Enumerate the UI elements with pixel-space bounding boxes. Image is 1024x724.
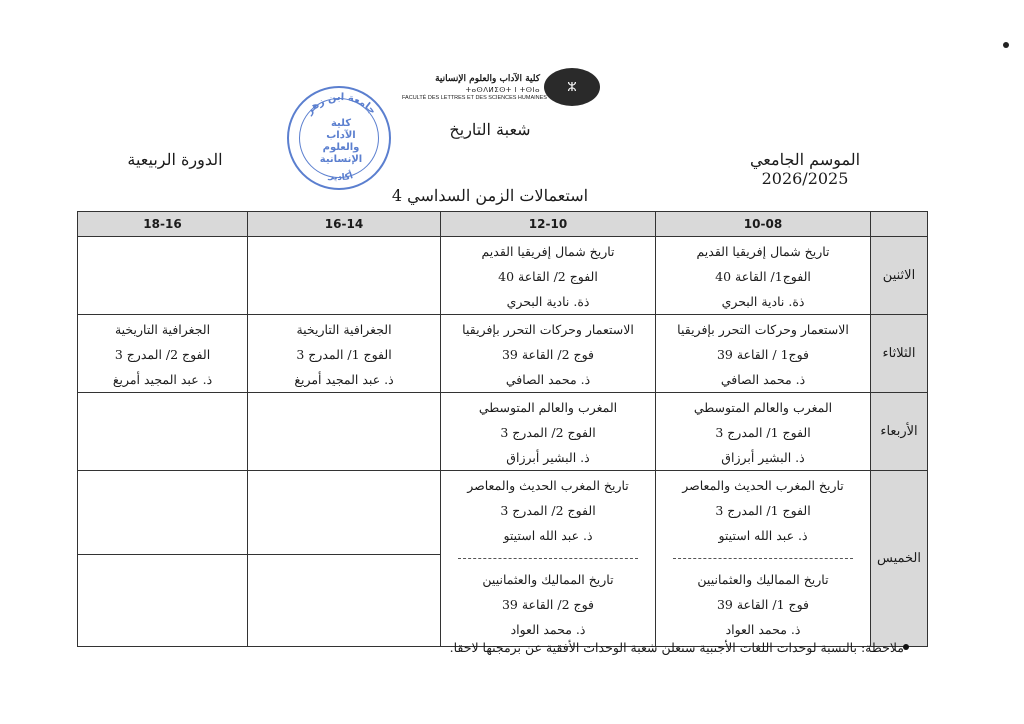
course-title: تاريخ المغرب الحديث والمعاصر xyxy=(682,478,844,493)
session-label: الدورة الربيعية xyxy=(127,150,223,169)
course-prof: ذ. البشير أبرزاق xyxy=(506,450,590,465)
course-prof: ذ. عبد المجيد أمريغ xyxy=(112,372,213,387)
schedule-title: استعمالات الزمن السداسي 4 xyxy=(391,186,589,205)
academic-year: الموسم الجامعي 2026/2025 xyxy=(749,150,861,188)
university-logo: ⵣ xyxy=(544,68,600,106)
course-cell xyxy=(441,471,656,647)
svg-text:أكادير: أكادير xyxy=(327,171,355,184)
day-cell-tuesday: الثلاثاء xyxy=(871,315,928,393)
course-cell xyxy=(441,237,656,315)
empty-cell xyxy=(78,393,248,471)
stamp-line-2: الآداب xyxy=(326,130,356,141)
course-cell xyxy=(656,237,871,315)
course-cell xyxy=(656,471,871,647)
course-cell xyxy=(656,315,871,393)
empty-cell xyxy=(248,471,441,555)
empty-cell xyxy=(248,237,441,315)
course-prof: ذ. محمد العواد xyxy=(725,622,801,637)
course-cell xyxy=(656,393,871,471)
course-title: المغرب والعالم المتوسطي xyxy=(478,400,618,415)
course-title: تاريخ شمال إفريقيا القديم xyxy=(481,244,615,259)
course-group: الفوج 2/ المدرج 3 xyxy=(114,347,211,362)
table-row xyxy=(78,237,928,315)
course-group: فوج 1/ القاعة 39 xyxy=(716,597,810,612)
course-cell xyxy=(441,315,656,393)
time-header: 16-14 xyxy=(248,212,441,237)
course-prof: ذ. عبد الله استيتو xyxy=(718,528,808,543)
course-group: الفوج 1/ المدرج 3 xyxy=(296,347,392,362)
svg-text:جامعة ابن زهر: جامعة ابن زهر xyxy=(304,91,378,117)
stamp-line-4: الإنسانية xyxy=(319,154,363,165)
course-title: تاريخ شمال إفريقيا القديم xyxy=(696,244,830,259)
course-group: فوج 2/ القاعة 39 xyxy=(501,597,595,612)
course-title: المغرب والعالم المتوسطي xyxy=(693,400,833,415)
day-cell-thursday: الخميس xyxy=(871,471,928,647)
course-prof: ذ. محمد الصافي xyxy=(505,372,591,387)
time-header: 10-08 xyxy=(656,212,871,237)
footnote: ملاحظة: بالنسبة لوحدات اللغات الأجنبية ستعلن شعبة الوحدات الأفقية عن برمجتها لاحقا. xyxy=(449,640,904,655)
course-prof: ذ. محمد العواد xyxy=(510,622,586,637)
department-title: شعبة التاريخ xyxy=(449,120,531,139)
faculty-name-amazigh: ⵜⴰⵙⴷⵍⵉⵙⵜ ⵏ ⵜⵙⵏⴰ xyxy=(465,86,540,94)
course-cell xyxy=(441,393,656,471)
official-stamp xyxy=(287,86,391,190)
empty-cell xyxy=(78,555,248,647)
course-group: الفوج 2/ القاعة 40 xyxy=(498,269,598,284)
day-cell-wednesday: الأربعاء xyxy=(871,393,928,471)
course-prof: ذ. عبد المجيد أمريغ xyxy=(294,372,394,387)
course-group: فوج 2/ القاعة 39 xyxy=(501,347,595,362)
course-prof: ذة. نادية البحري xyxy=(506,294,590,309)
course-group: الفوج 1/ المدرج 3 xyxy=(715,503,811,518)
course-title: تاريخ المماليك والعثمانيين xyxy=(697,572,829,587)
course-cell xyxy=(248,315,441,393)
time-header: 12-10 xyxy=(441,212,656,237)
table-row xyxy=(78,315,928,393)
course-cell xyxy=(78,315,248,393)
header-row xyxy=(78,212,928,237)
course-prof: ذ. محمد الصافي xyxy=(720,372,806,387)
course-title: الاستعمار وحركات التحرر بإفريقيا xyxy=(677,322,849,337)
empty-cell xyxy=(248,393,441,471)
table-row xyxy=(78,393,928,471)
stamp-line-1: كلية xyxy=(330,118,352,129)
stamp-line-3: والعلوم xyxy=(322,142,360,153)
dashed-separator xyxy=(458,558,638,559)
course-prof: ذ. البشير أبرزاق xyxy=(721,450,805,465)
corner-dot xyxy=(1003,42,1009,48)
timetable xyxy=(77,211,928,647)
table-row xyxy=(78,471,928,555)
course-title: الجغرافية التاريخية xyxy=(296,322,392,337)
day-cell-monday: الاثنين xyxy=(871,237,928,315)
course-prof: ذ. عبد الله استيتو xyxy=(503,528,593,543)
course-group: الفوج1/ القاعة 40 xyxy=(715,269,811,284)
course-group: فوج1 / القاعة 39 xyxy=(716,347,810,362)
course-title: تاريخ المغرب الحديث والمعاصر xyxy=(467,478,629,493)
empty-cell xyxy=(78,471,248,555)
corner-cell xyxy=(871,212,928,237)
faculty-name-fr: FACULTÉ DES LETTRES ET DES SCIENCES HUMAINES xyxy=(402,95,547,101)
course-group: الفوج 2/ المدرج 3 xyxy=(500,503,596,518)
course-group: الفوج 2/ المدرج 3 xyxy=(500,425,596,440)
faculty-name-ar: كلية الآداب والعلوم الإنسانية xyxy=(435,74,540,84)
time-header: 18-16 xyxy=(78,212,248,237)
course-title: الاستعمار وحركات التحرر بإفريقيا xyxy=(462,322,634,337)
empty-cell xyxy=(248,555,441,647)
course-title: الجغرافية التاريخية xyxy=(114,322,211,337)
empty-cell xyxy=(78,237,248,315)
course-prof: ذة. نادية البحري xyxy=(721,294,805,309)
course-title: تاريخ المماليك والعثمانيين xyxy=(482,572,614,587)
dashed-separator xyxy=(673,558,853,559)
course-group: الفوج 1/ المدرج 3 xyxy=(715,425,811,440)
